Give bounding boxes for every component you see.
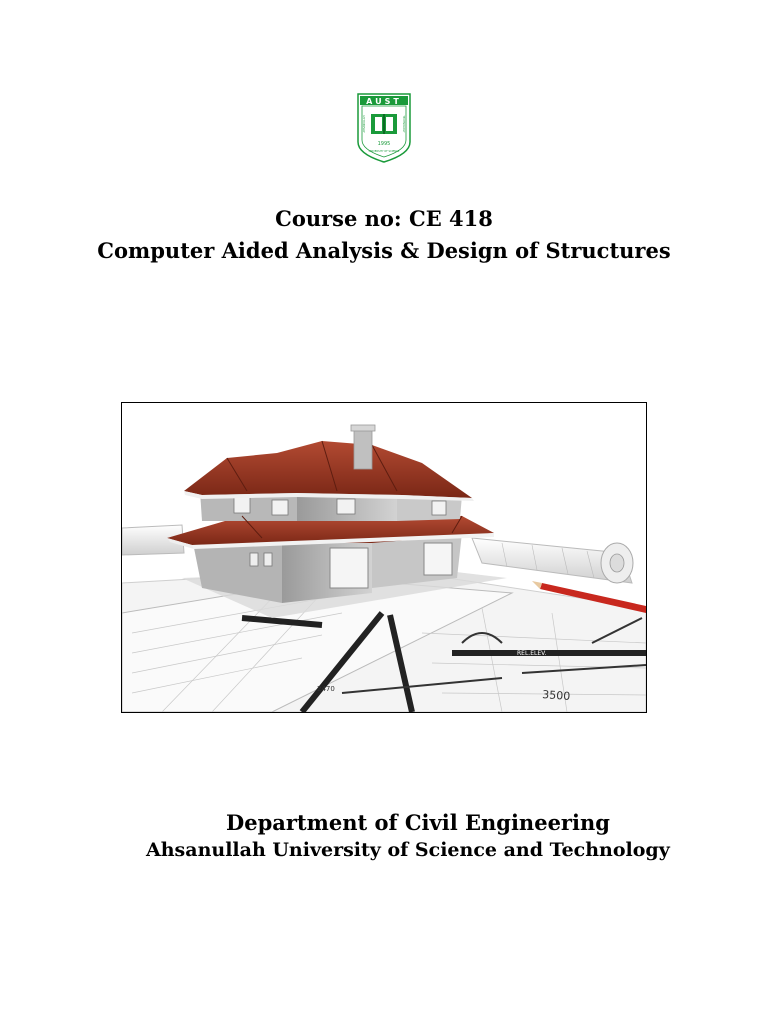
department-name: Department of Civil Engineering <box>226 810 610 835</box>
course-title-block <box>0 203 768 267</box>
course-number: Course no: CE 418 <box>275 206 493 231</box>
course-name: Computer Aided Analysis & Design of Structures <box>97 238 671 263</box>
aust-seal <box>356 92 412 164</box>
logo-text: AUST <box>366 97 402 106</box>
logo-year: 1995 <box>377 141 391 147</box>
blueprint-elev-label: REL.ELEV. <box>517 650 547 657</box>
cover-image <box>121 402 647 713</box>
logo-ring-left: AHSANULLAH <box>363 115 366 133</box>
logo-ring-right: TECHNOLOGY <box>402 115 405 133</box>
blueprint-small-label: 2470 <box>317 685 335 693</box>
university-name: Ahsanullah University of Science and Technology <box>146 839 670 861</box>
logo-ring-bottom: UNIVERSITY OF SCIENCE <box>368 150 400 153</box>
house-on-blueprints-illustration <box>122 403 646 712</box>
university-logo <box>356 92 412 164</box>
blueprint-dimension-label: 3500 <box>541 688 571 703</box>
